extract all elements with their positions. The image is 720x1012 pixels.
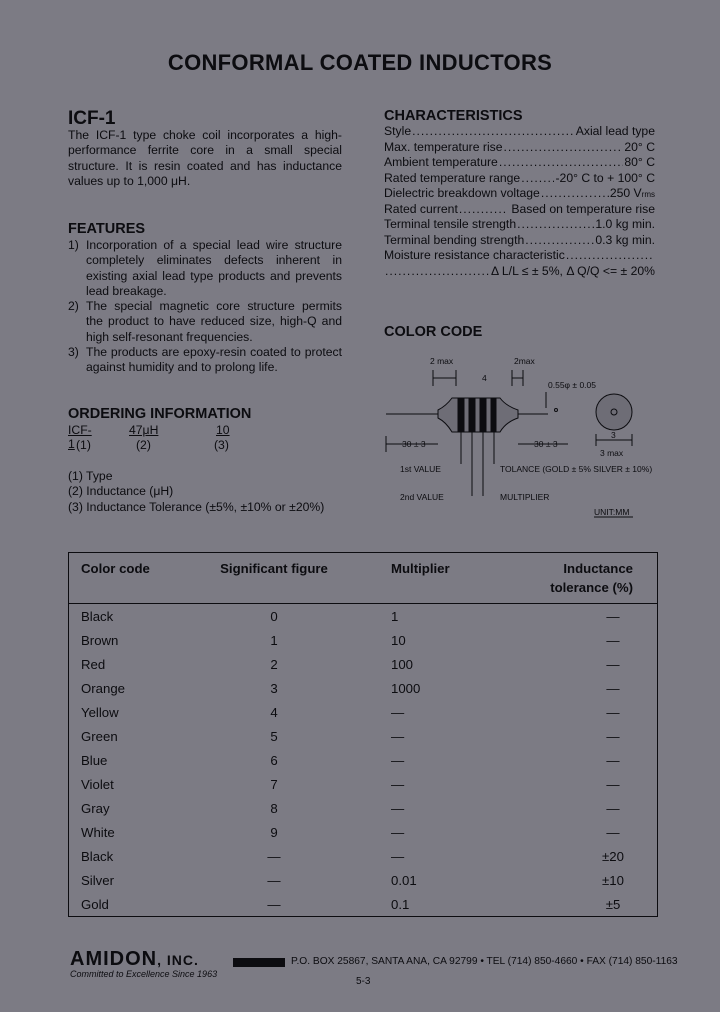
color-code-heading: COLOR CODE [384,324,483,340]
cell-multiplier: 100 [391,656,414,672]
cell-color: Black [81,608,114,624]
cell-multiplier: 0.01 [391,872,417,888]
label-tolerance: TOLANCE (GOLD ± 5% SILVER ± 10%) [500,464,653,474]
dim-body-length: 4 [482,373,487,383]
color-code-table [68,552,658,917]
char-row-bending: Terminal bending strength ..... 0.3 kg min. [384,233,655,249]
cell-multiplier: — [391,800,405,816]
label-second-value: 2nd VALUE [400,492,444,502]
label-unit: UNIT:MM [594,507,630,517]
table-row [69,628,658,652]
feature-item: 1) Incorporation of a special lead wire structure completely eliminates defects inherent in existing axial lead type products and prevents lead breakage. [68,238,342,298]
dim-lead-left: 30 ± 3 [402,439,426,449]
company-address: P.O. BOX 25867, SANTA ANA, CA 92799 • TEL (714) 850-4660 • FAX (714) 850-1163 [291,956,678,967]
cell-color: White [81,824,115,840]
label-multiplier: MULTIPLIER [500,492,550,502]
char-row-moisture: Moisture resistance characteristic ..... [384,248,655,264]
char-row-style: Style ..... Axial lead type [384,124,655,140]
cell-significant-figure: — [267,848,281,864]
feature-item: 3) The products are epoxy-resin coated to protect against humidity and to prolong life. [68,345,342,375]
characteristics-list [384,124,655,279]
cell-tolerance: — [606,608,620,624]
table-row [69,604,658,629]
char-row-ambient: Ambient temperature ..... 80° C [384,155,655,171]
product-name: ICF-1 [68,108,116,129]
col-header-significant-figure: Significant figure [199,553,349,604]
cell-significant-figure: 6 [270,752,278,768]
cell-color: Green [81,728,118,744]
label-first-value: 1st VALUE [400,464,441,474]
ordering-heading: ORDERING INFORMATION [68,406,252,422]
cell-significant-figure: 5 [270,728,278,744]
col-header-tolerance: Inductance tolerance (%) [541,553,658,604]
cell-multiplier: 1 [391,608,399,624]
cell-significant-figure: — [267,872,281,888]
table-row [69,868,658,892]
table-row [69,652,658,676]
table-row [69,772,658,796]
cell-color: Blue [81,752,108,768]
cell-significant-figure: 2 [270,656,278,672]
table-row [69,820,658,844]
dim-wire-dia: 0.55φ ± 0.05 [548,380,596,390]
company-tagline: Committed to Excellence Since 1963 [70,969,218,979]
page-title: CONFORMAL COATED INDUCTORS [167,50,553,75]
cell-tolerance: — [606,728,620,744]
cell-tolerance: — [606,776,620,792]
char-row-temp-rise: Max. temperature rise ..... 20° C [384,140,655,156]
char-row-tensile: Terminal tensile strength ..... 1.0 kg min. [384,217,655,233]
table-header-row [69,553,658,604]
char-row-temp-range: Rated temperature range ..... -20° C to + 100° C [384,171,655,187]
col-header-color-code: Color code [69,553,200,604]
cell-tolerance: — [606,656,620,672]
cell-color: Red [81,656,106,672]
features-list [68,238,342,376]
table-row [69,892,658,917]
table-row [69,844,658,868]
cell-tolerance: — [606,632,620,648]
cell-significant-figure: 1 [270,632,278,648]
col-header-multiplier: Multiplier [349,553,541,604]
feature-item: 2) The special magnetic core structure permits the product to have reduced size, high-Q and high self-resonant frequencies. [68,299,342,344]
cell-multiplier: — [391,752,405,768]
cell-multiplier: 10 [391,632,406,648]
logo-bar [233,958,285,967]
cell-significant-figure: 3 [270,680,278,696]
ordering-legend: (1) Type (2) Inductance (μH) (3) Inductance Tolerance (±5%, ±10% or ±20%) [68,469,325,514]
cell-color: Violet [81,776,114,792]
table-row [69,724,658,748]
cell-tolerance: — [606,680,620,696]
char-row-moisture-value: ..... Δ L/L ≤ ± 5%, Δ Q/Q <= ± 20% [384,264,655,280]
table-row [69,748,658,772]
cell-color: Gray [81,800,110,816]
char-row-breakdown: Dielectric breakdown voltage ..... 250 V rms [384,186,655,202]
cell-color: Orange [81,680,125,696]
cell-tolerance: — [606,824,620,840]
cell-tolerance: — [606,752,620,768]
dim-left-max: 2 max [430,356,454,366]
characteristics-heading: CHARACTERISTICS [384,108,523,124]
dim-body-dia: 3 [611,430,616,440]
product-description: The ICF-1 type choke coil incorporates a high-performance ferrite core in a small special structure. It is resin coated and has inductance values up to 1,000 μH. [68,128,342,188]
inductor-dimension-diagram [378,348,668,523]
cell-color: Gold [81,896,109,912]
cell-tolerance: ±10 [602,872,624,888]
cell-significant-figure: — [267,896,281,912]
char-row-rated-current: Rated current ..... Based on temperature rise [384,202,655,218]
table-row [69,676,658,700]
cell-multiplier: — [391,728,405,744]
cell-tolerance: — [606,800,620,816]
page-number: 5-3 [356,976,371,987]
cell-multiplier: 0.1 [391,896,410,912]
features-heading: FEATURES [68,221,146,237]
cell-significant-figure: 9 [270,824,278,840]
table-row [69,796,658,820]
cell-multiplier: — [391,824,405,840]
cell-significant-figure: 7 [270,776,278,792]
table-row [69,700,658,724]
cell-multiplier: — [391,704,405,720]
cell-multiplier: 1000 [391,680,421,696]
cell-significant-figure: 4 [270,704,278,720]
cell-color: Black [81,848,114,864]
company-logo: AMIDON, INC. [70,948,199,970]
dim-lead-right: 30 ± 3 [534,439,558,449]
dim-body-dia-max: 3 max [600,448,624,458]
cell-tolerance: ±20 [602,848,624,864]
cell-multiplier: — [391,776,405,792]
cell-significant-figure: 8 [270,800,278,816]
cell-significant-figure: 0 [270,608,278,624]
cell-multiplier: — [391,848,405,864]
cell-color: Silver [81,872,114,888]
cell-color: Brown [81,632,119,648]
dim-right-max: 2max [514,356,535,366]
cell-color: Yellow [81,704,119,720]
cell-tolerance: — [606,704,620,720]
cell-tolerance: ±5 [605,896,621,912]
